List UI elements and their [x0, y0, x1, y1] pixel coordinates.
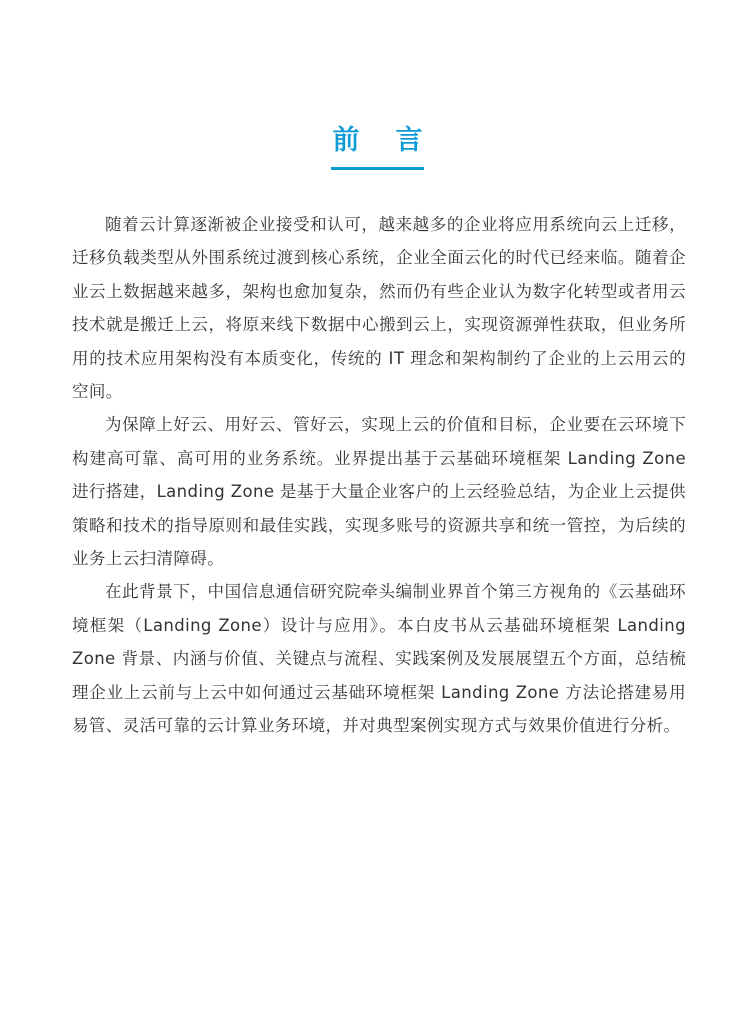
title-underline	[331, 167, 424, 170]
paragraph-1: 随着云计算逐渐被企业接受和认可，越来越多的企业将应用系统向云上迁移，迁移负载类型从外围系统过渡到核心系统，企业全面云化的时代已经来临。随着企业云上数据越来越多，架构也愈加复杂，然而仍有些企业认为数字化转型或者用云技术就是搬迁上云，将原来线下数据中心搬到云上，实现资源弹性获取，但业务所用的技术应用架构没有本质变化，传统的 IT 理念和架构制约了企业的上云用云的空间。	[72, 215, 686, 402]
page-title: 前言	[332, 125, 459, 156]
paragraph-2: 为保障上好云、用好云、管好云，实现上云的价值和目标，企业要在云环境下构建高可靠、高可用的业务系统。业界提出基于云基础环境框架 Landing Zone 进行搭建，Landing Zone 是基于大量企业客户的上云经验总结，为企业上云提供策略和技术的指导原则和最佳实践，实现多账号的资源共享和统一管控，为后续的业务上云扫清障碍。	[72, 415, 686, 569]
body-text	[72, 208, 686, 743]
title-area	[0, 124, 755, 158]
paragraph-3: 在此背景下，中国信息通信研究院牵头编制业界首个第三方视角的《云基础环境框架（Landing Zone）设计与应用》。本白皮书从云基础环境框架 Landing Zone 背景、内涵与价值、关键点与流程、实践案例及发展展望五个方面，总结梳理企业上云前与上云中如何通过云基础环境框架 Landing Zone 方法论搭建易用易管、灵活可靠的云计算业务环境，并对典型案例实现方式与效果价值进行分析。	[72, 582, 686, 736]
